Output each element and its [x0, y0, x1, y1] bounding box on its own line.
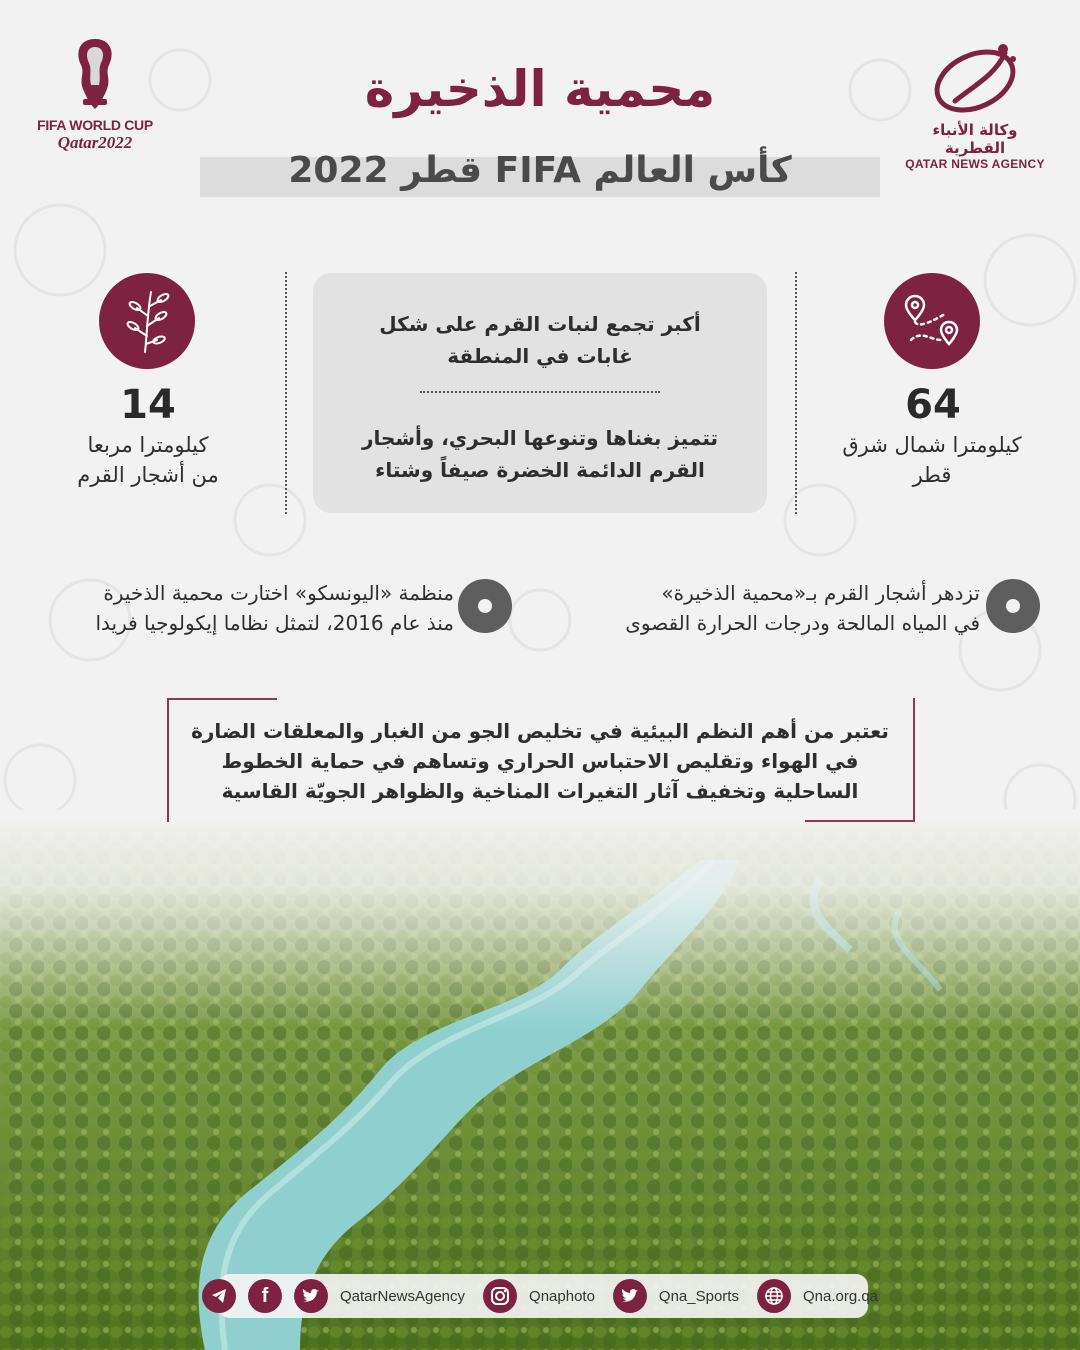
quote-line2: في الهواء وتقليص الاحتباس الحراري وتساهم في حماية الخطوط: [221, 749, 859, 773]
fact-right: [560, 578, 980, 638]
footer-handle-qna-sports[interactable]: Qna_Sports: [658, 1287, 739, 1305]
stat-left-label-line1: كيلومترا مربعا: [87, 433, 209, 457]
center-fact-2: [313, 422, 767, 486]
center-card-divider: [420, 391, 660, 393]
stat-left-label: [28, 430, 268, 490]
left-separator: [285, 272, 287, 514]
stat-right-number: 64: [905, 382, 961, 428]
qna-logo-arabic: وكالة الأنباء القطرية: [932, 121, 1018, 157]
center-fact-1-line2: غابات في المنطقة: [447, 344, 633, 368]
footer-website-link[interactable]: Qna.org.qa: [802, 1287, 879, 1305]
social-footer: [218, 1274, 879, 1318]
center-fact-2-line2: القرم الدائمة الخضرة صيفاً وشتاء: [375, 458, 705, 482]
instagram-icon[interactable]: [483, 1279, 517, 1313]
route-map-icon: [884, 273, 980, 369]
telegram-icon[interactable]: [202, 1279, 236, 1313]
quote-line1: تعتبر من أهم النظم البيئية في تخليص الجو من الغبار والمعلقات الضارة: [191, 719, 889, 743]
footer-handle-qatarnewsagency[interactable]: QatarNewsAgency: [339, 1287, 466, 1305]
fifa-emblem-icon: [65, 35, 125, 113]
mangrove-plant-icon: [99, 273, 195, 369]
center-fact-2-line1: تتميز بغناها وتنوعها البحري، وأشجار: [361, 426, 719, 450]
qna-logo-english: QATAR NEWS AGENCY: [905, 157, 1045, 171]
twitter-icon[interactable]: [613, 1279, 647, 1313]
stat-left-number: 14: [120, 382, 176, 428]
fact-left: [30, 578, 454, 638]
right-separator: [795, 272, 797, 514]
fifa-world-cup-logo: [30, 35, 160, 153]
stat-left-label-line2: من أشجار القرم: [77, 463, 219, 487]
forest-fade-overlay: [0, 810, 1080, 1030]
page-title: محمية الذخيرة: [364, 60, 716, 118]
quote-line3: الساحلية وتخفيف آثار التغيرات المناخية والظواهر الجويّة القاسية: [221, 779, 859, 803]
fact-right-line2: في المياه المالحة ودرجات الحرارة القصوى: [625, 611, 980, 635]
facebook-icon[interactable]: f: [248, 1279, 282, 1313]
fifa-logo-line1: FIFA WORLD CUP: [37, 117, 153, 133]
bullet-icon: [458, 579, 512, 633]
globe-icon[interactable]: [757, 1279, 791, 1313]
qna-emblem-icon: [925, 35, 1025, 117]
center-fact-1-line1: أكبر تجمع لنبات القرم على شكل: [379, 312, 701, 336]
quote-text: [180, 716, 900, 806]
twitter-icon[interactable]: [294, 1279, 328, 1313]
stat-right-label-line1: كيلومترا شمال شرق: [842, 433, 1022, 457]
page-subtitle: كأس العالم FIFA قطر 2022: [288, 150, 792, 191]
fact-left-line1: منظمة «اليونسكو» اختارت محمية الذخيرة: [103, 581, 454, 605]
qna-logo: [900, 35, 1050, 171]
fact-left-line2: منذ عام 2016، لتمثل نظاما إيكولوجيا فريدا: [95, 611, 454, 635]
stat-right-label: [812, 430, 1052, 490]
bullet-icon: [986, 579, 1040, 633]
fifa-logo-line2: Qatar2022: [57, 133, 133, 152]
fact-right-line1: تزدهر أشجار القرم بـ«محمية الذخيرة»: [661, 581, 980, 605]
stat-right-label-line2: قطر: [912, 463, 952, 487]
footer-handle-qnaphoto[interactable]: Qnaphoto: [529, 1287, 595, 1305]
center-fact-1: [313, 308, 767, 372]
